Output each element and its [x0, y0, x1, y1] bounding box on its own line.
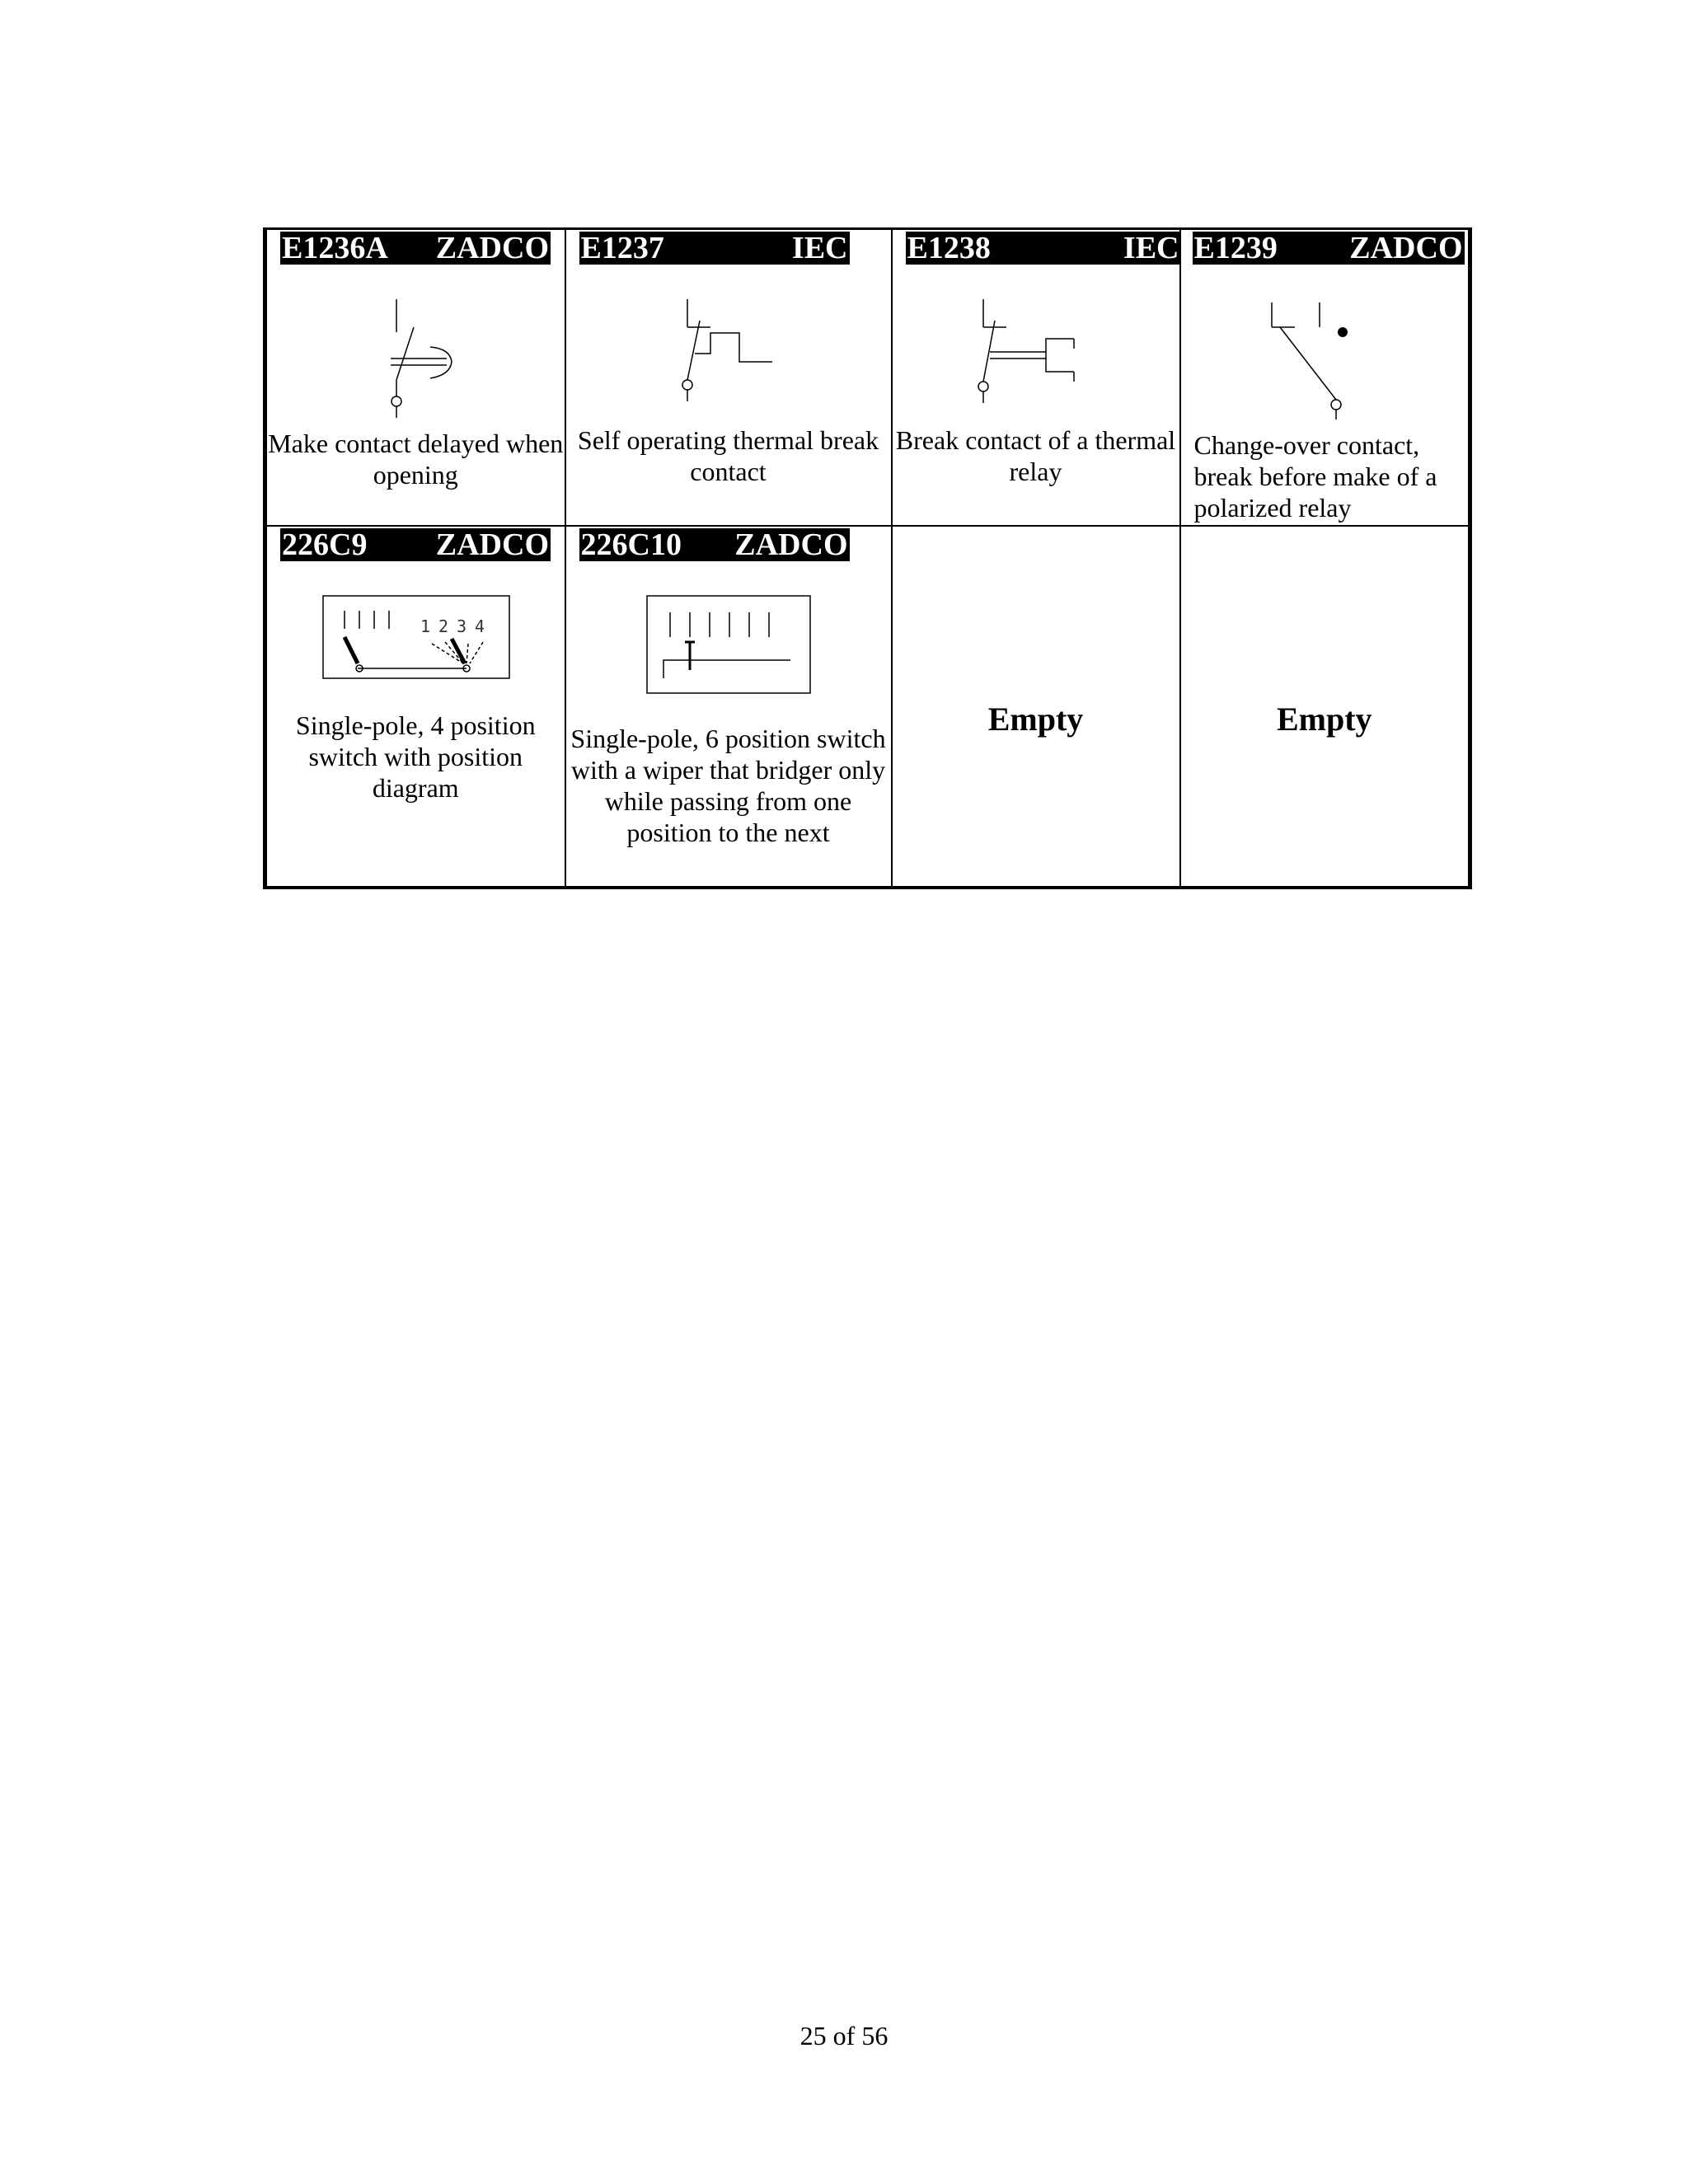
empty-label: Empty [1276, 701, 1372, 738]
symbol-description: Single-pole, 4 position switch with position diagram [295, 710, 536, 803]
table-row [265, 526, 1470, 888]
make-contact-delayed-symbol [358, 296, 473, 419]
symbol-standard: ZADCO [435, 231, 549, 265]
symbol-standard: ZADCO [435, 527, 549, 562]
page-number: 25 of 56 [799, 2021, 889, 2050]
symbol-cell-226c10 [565, 526, 892, 888]
symbol-header [579, 528, 850, 561]
symbol-header [280, 528, 551, 561]
symbol-header [906, 232, 1181, 265]
symbol-description: Change-over contact, break before make of a polarized relay [1193, 430, 1437, 523]
empty-cell [1180, 526, 1470, 888]
symbol-header [579, 232, 850, 265]
symbol-description: Self operating thermal break contact [577, 425, 879, 486]
position-label: 1 [420, 616, 431, 636]
symbol-cell-e1239 [1180, 229, 1470, 527]
thermal-relay-break-contact-symbol [967, 296, 1090, 419]
symbol-description: Single-pole, 6 position switch with a wiper that bridger only while passing from one position to the next [570, 724, 886, 847]
symbol-code: E1237 [580, 231, 664, 265]
position-label: 2 [438, 616, 449, 636]
table-row [265, 229, 1470, 527]
position-label: 4 [475, 616, 485, 636]
symbol-cell-e1236a [265, 229, 565, 527]
four-position-switch-symbol [321, 594, 516, 685]
thermal-break-contact-symbol [673, 296, 797, 419]
symbol-code: 226C10 [580, 527, 682, 562]
empty-label: Empty [987, 701, 1084, 738]
symbol-standard: ZADCO [1349, 231, 1463, 265]
symbol-code: 226C9 [282, 527, 368, 562]
symbol-cell-e1237 [565, 229, 892, 527]
symbol-description: Break contact of a thermal relay [895, 425, 1176, 486]
symbol-code: E1238 [907, 231, 991, 265]
change-over-contact-symbol [1264, 296, 1371, 419]
symbol-description: Make contact delayed when opening [268, 429, 564, 490]
empty-cell [892, 526, 1180, 888]
symbol-cell-e1238 [892, 229, 1180, 527]
symbol-standard: IEC [791, 231, 848, 265]
symbol-header [1193, 232, 1465, 265]
symbol-header [280, 232, 551, 265]
symbol-code: E1236A [282, 231, 388, 265]
symbol-code: E1239 [1193, 231, 1278, 265]
symbol-table [263, 227, 1472, 889]
symbol-cell-226c9 [265, 526, 565, 888]
six-position-switch-symbol [645, 594, 818, 701]
symbol-standard: IEC [1123, 231, 1179, 265]
position-label: 3 [457, 616, 467, 636]
symbol-standard: ZADCO [734, 527, 848, 562]
